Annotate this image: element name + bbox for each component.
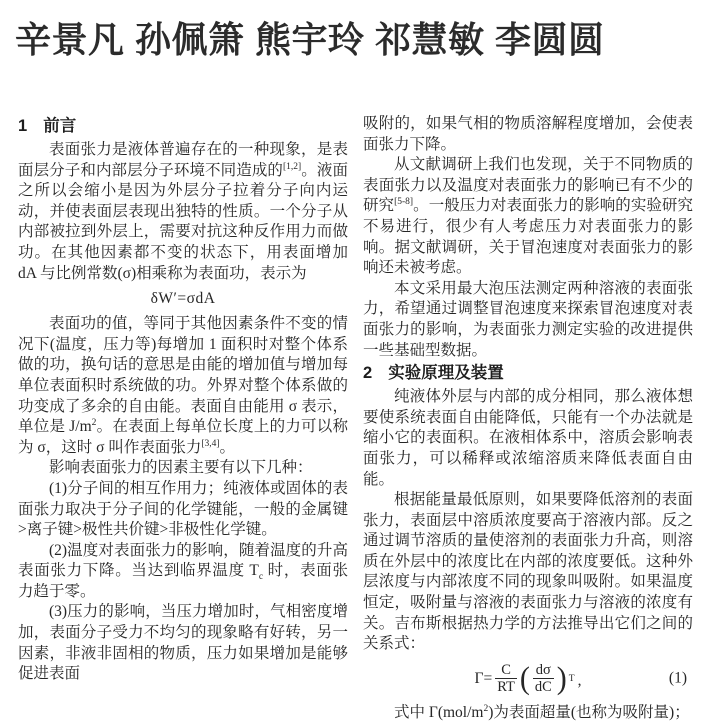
- paragraph-literature: 从文献调研上我们也发现，关于不同物质的表面张力以及温度对表面张力的影响已有不少的研究[5-8]。一般压力对表面张力的影响的实验研究不易进行，很少有人考虑压力对表面张力的影响。据文献调研，关于冒泡速度对表面张力的影响还未被考虑。: [363, 156, 693, 277]
- constant-temperature-subscript: T: [568, 673, 575, 684]
- section-heading-2: [363, 362, 693, 384]
- section-label: 实验原理及装置: [388, 364, 504, 383]
- right-column: [363, 114, 693, 723]
- fraction-numerator: dσ: [535, 662, 551, 679]
- two-column-body: [18, 114, 692, 723]
- section-label: 前言: [43, 117, 77, 135]
- equation-number: (1): [668, 669, 687, 687]
- fraction-c-over-rt: [495, 662, 517, 695]
- paper-page: [0, 19, 705, 721]
- gibbs-equation-body: [475, 662, 582, 695]
- fraction-dsigma-over-dc: [533, 662, 554, 695]
- section-number: 1: [18, 117, 28, 135]
- fraction-denominator: dC: [534, 679, 552, 696]
- paragraph-principle-1: 纯液体外层与内部的成分相同，那么液体想要使系统表面自由能降低，只能有一个办法就是缩小它的表面积。在液相体系中，溶质会影响表面张力，可以稀释或浓缩溶质来降低表面自由能。: [363, 388, 693, 488]
- paragraph-continuation: 吸附的，如果气相的物质溶解程度增加，会使表面张力下降。: [363, 115, 693, 153]
- paragraph-intro-1: 表面张力是液体普遍存在的一种现象，是表面层分子和内部层分子环境不同造成的[1,2]。液面之所以会缩小是因为外层分子拉着分子向内运动，并使表面层表现出独特的性质。一个分子从内部被拉到外层上，需要对抗这种反作用力而做功。在其他因素都不变的状态下，用表面增加 dA 与比例常数(σ)相乘称为表面功，表示为: [18, 141, 348, 282]
- equation-lhs: Γ=: [474, 669, 493, 687]
- paragraph-purpose: 本文采用最大泡压法测定两种溶液的表面张力，希望通过调整冒泡速度来探索冒泡速度对表面张力的影响，为表面张力测定实验的改进提供一些基础型数据。: [363, 279, 693, 359]
- paragraph-equation-note: 式中 $\Gamma(mol/m^2)$为表面超量(也称为吸附量)；: [394, 703, 690, 721]
- equation-comma: ,: [577, 671, 582, 689]
- gibbs-equation: [363, 656, 693, 702]
- paragraph-factor-3: (3)压力的影响，当压力增加时，气相密度增加，表面分子受力不均匀的现象略有好转，另一因素，非液非固相的物质，压力如果增加是能够促进表面: [18, 603, 348, 683]
- author-title: 辛景凡 孙佩箫 熊宇玲 祁慧敏 李圆圆: [15, 19, 605, 60]
- paragraph-intro-2: 表面功的值，等同于其他因素条件不变的情况下(温度，压力等)每增加 1 面积时对整个体系做的功，换句话的意思是由能的增加值与增加每单位表面积时系统做的功。外界对整个体系做的功变成了多余的自由能。表面自由能用 σ 表示，单位是 $J/m^2$。在表面上每单位长度上的力可以称为 σ，这时 σ 叫作表面张力[3,4]。: [18, 315, 348, 456]
- paragraph-principle-2: 根据能量最低原则，如果要降低溶剂的表面张力，表面层中溶质浓度要高于溶液内部。反之通过调节溶质的量使溶剂的表面张力升高，则溶质在外层中的浓度比在内部的浓度要低。这种外层浓度与内部浓度不同的现象叫吸附。如果温度恒定，吸附量与溶液的表面张力与溶液的浓度有关。吉布斯根据热力学的方法推导出它们之间的关系式：: [363, 491, 693, 653]
- fraction-denominator: RT: [497, 679, 515, 696]
- surface-work-formula: δW′=σdA: [150, 290, 216, 308]
- left-column: [18, 114, 348, 723]
- left-parenthesis: (: [519, 660, 530, 696]
- paragraph-factor-1: (1)分子间的相互作用力；纯液体或固体的表面张力取决于分子间的化学键能，一般的金属键>离子键>极性共价键>非极性化学键。: [18, 479, 348, 539]
- right-parenthesis: ): [556, 660, 567, 696]
- section-number: 2: [363, 364, 373, 383]
- section-heading-1: [18, 115, 348, 137]
- paragraph-factors-lead: 影响表面张力的因素主要有以下几种：: [49, 459, 313, 477]
- paragraph-factor-2: (2)温度对表面张力的影响，随着温度的升高表面张力下降。当达到临界温度 $T_c$ 时，表面张力趋于零。: [18, 541, 348, 600]
- fraction-numerator: C: [501, 662, 511, 679]
